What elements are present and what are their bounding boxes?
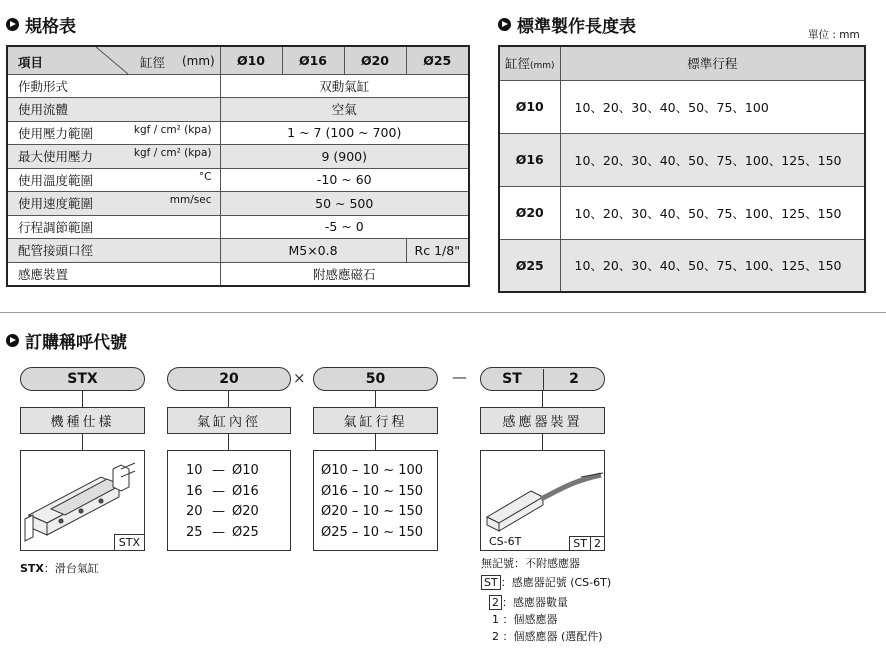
stroke-table bbox=[498, 45, 866, 293]
connector-line bbox=[542, 391, 543, 407]
sensor-note-none: 無記號：不附感應器 bbox=[481, 557, 580, 570]
spec-row bbox=[7, 98, 469, 122]
spec-header-item-cell bbox=[7, 46, 220, 74]
spec-row-value: M5×0.8 bbox=[220, 239, 406, 263]
stroke-row-values: 10、20、30、40、50、75、100、125、150 bbox=[560, 239, 865, 292]
spec-header-bore: 缸徑 bbox=[140, 55, 166, 70]
spec-row-value: 9 (900) bbox=[220, 145, 469, 169]
bore-options-box bbox=[167, 450, 291, 551]
spec-row-value-2: Rc 1/8" bbox=[406, 239, 469, 263]
play-circle-icon bbox=[6, 18, 19, 31]
stroke-header-stroke: 標準行程 bbox=[560, 46, 865, 80]
bore-option: 25 — Ø25 bbox=[186, 524, 259, 540]
stroke-option: Ø25 – 10 ~ 150 bbox=[321, 524, 424, 540]
section-divider bbox=[0, 312, 886, 313]
stroke-row-bore: Ø10 bbox=[499, 80, 560, 133]
code-pill-sensor-code: ST bbox=[481, 369, 544, 390]
connector-line bbox=[542, 434, 543, 450]
sensor-note-st: ST ：感應器記號 (CS-6T) bbox=[481, 574, 611, 592]
spec-row-value: 50 ~ 500 bbox=[220, 192, 469, 216]
connector-line bbox=[228, 434, 229, 450]
sensor-note-qty: 2 ：感應器數量 bbox=[489, 594, 568, 612]
spec-row-value: -10 ~ 60 bbox=[220, 168, 469, 192]
stroke-row-bore: Ø25 bbox=[499, 239, 560, 292]
spec-row-label: 行程調節範圍 bbox=[7, 215, 220, 239]
stroke-row bbox=[499, 239, 865, 292]
label-bore: 氣缸內徑 bbox=[167, 407, 291, 434]
order-title-text: 訂購稱呼代號 bbox=[25, 333, 127, 353]
spec-row-value: -5 ~ 0 bbox=[220, 215, 469, 239]
spec-row-label: 感應裝置 bbox=[7, 262, 220, 286]
spec-header-item: 項目 bbox=[18, 55, 44, 70]
stroke-options-box bbox=[313, 450, 438, 551]
stroke-row-bore: Ø16 bbox=[499, 133, 560, 186]
stroke-option: Ø20 – 10 ~ 150 bbox=[321, 504, 424, 519]
sensor-tag: ST 2 bbox=[569, 536, 604, 550]
play-circle-icon bbox=[498, 18, 511, 31]
stroke-option: Ø16 – 10 ~ 150 bbox=[321, 483, 424, 499]
bore-option: 16 — Ø16 bbox=[186, 483, 259, 499]
spec-row bbox=[7, 145, 469, 169]
spec-row-label: 配管接頭口徑 bbox=[7, 239, 220, 263]
spec-row bbox=[7, 215, 469, 239]
stroke-row-values: 10、20、30、40、50、75、100、125、150 bbox=[560, 133, 865, 186]
spec-row bbox=[7, 168, 469, 192]
spec-row-value: 附感應磁石 bbox=[220, 262, 469, 286]
spec-section-title bbox=[6, 12, 76, 37]
connector-line bbox=[82, 434, 83, 450]
code-pill-stroke: 50 bbox=[313, 367, 438, 391]
label-model: 機種仕樣 bbox=[20, 407, 145, 434]
spec-header-size: Ø10 bbox=[220, 46, 282, 74]
spec-row-value: 1 ~ 7 (100 ~ 700) bbox=[220, 121, 469, 145]
model-box bbox=[20, 450, 145, 551]
sensor-note-two: 2 ：個感應器 (選配件) bbox=[492, 630, 603, 643]
stroke-header-bore: 缸徑(mm) bbox=[499, 46, 560, 80]
bore-option: 20 — Ø20 bbox=[186, 504, 259, 519]
spec-row-label: 使用壓力範圍 kgf / cm² (kpa) bbox=[7, 121, 220, 145]
model-caption: STX：滑台氣缸 bbox=[20, 562, 99, 575]
code-pill-model: STX bbox=[20, 367, 145, 391]
stroke-title-text: 標準製作長度表 bbox=[517, 17, 636, 37]
spec-row-value: 空氣 bbox=[220, 98, 469, 122]
stroke-row-values: 10、20、30、40、50、75、100、125、150 bbox=[560, 186, 865, 239]
model-tag: STX bbox=[114, 534, 144, 550]
spec-table bbox=[6, 45, 470, 287]
code-pill-sensor bbox=[480, 367, 605, 391]
label-stroke: 氣缸行程 bbox=[313, 407, 438, 434]
spec-header-size: Ø16 bbox=[282, 46, 344, 74]
bore-option: 10 — Ø10 bbox=[186, 463, 259, 478]
spec-header-size: Ø20 bbox=[344, 46, 406, 74]
stroke-option: Ø10 – 10 ~ 100 bbox=[321, 463, 424, 478]
stroke-header-row bbox=[499, 46, 865, 80]
connector-line bbox=[228, 391, 229, 407]
spec-row bbox=[7, 121, 469, 145]
stroke-row-values: 10、20、30、40、50、75、100 bbox=[560, 80, 865, 133]
order-section-title bbox=[6, 328, 127, 353]
stroke-row-bore: Ø20 bbox=[499, 186, 560, 239]
dash-separator: — bbox=[452, 368, 467, 386]
stroke-section-title bbox=[498, 12, 636, 37]
spec-row-label: 使用流體 bbox=[7, 98, 220, 122]
times-separator: × bbox=[293, 369, 306, 387]
label-sensor: 感應器裝置 bbox=[480, 407, 605, 434]
sensor-note-one: 1 ：個感應器 bbox=[492, 613, 558, 626]
connector-line bbox=[375, 434, 376, 450]
connector-line bbox=[82, 391, 83, 407]
stroke-unit-note: 單位 : mm bbox=[808, 29, 860, 41]
sensor-box bbox=[480, 450, 605, 551]
spec-row bbox=[7, 192, 469, 216]
spec-title-text: 規格表 bbox=[25, 17, 76, 37]
stroke-row bbox=[499, 133, 865, 186]
spec-row-label: 最大使用壓力 kgf / cm² (kpa) bbox=[7, 145, 220, 169]
play-circle-icon bbox=[6, 334, 19, 347]
spec-row-label: 使用速度範圍 mm/sec bbox=[7, 192, 220, 216]
spec-header-unit: (mm) bbox=[182, 54, 215, 68]
code-pill-bore: 20 bbox=[167, 367, 291, 391]
spec-row bbox=[7, 239, 469, 263]
spec-row-label: 使用溫度範圍 °C bbox=[7, 168, 220, 192]
connector-line bbox=[375, 391, 376, 407]
stroke-row bbox=[499, 80, 865, 133]
spec-row-value: 双動氣缸 bbox=[220, 74, 469, 98]
spec-row bbox=[7, 262, 469, 286]
spec-header-size: Ø25 bbox=[406, 46, 469, 74]
spec-row-label: 作動形式 bbox=[7, 74, 220, 98]
stroke-row bbox=[499, 186, 865, 239]
sensor-model: CS-6T bbox=[489, 535, 522, 548]
spec-header-row bbox=[7, 46, 469, 74]
code-pill-sensor-qty: 2 bbox=[569, 371, 579, 387]
spec-row bbox=[7, 74, 469, 98]
